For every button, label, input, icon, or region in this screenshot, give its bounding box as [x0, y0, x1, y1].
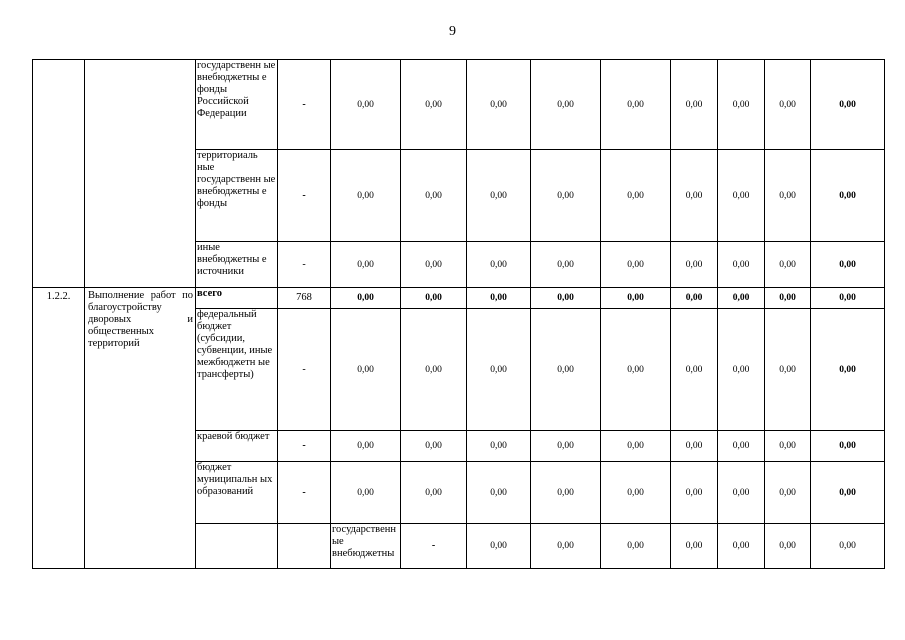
- value-cell: 0,00: [467, 288, 531, 309]
- volume-cell: -: [278, 462, 331, 524]
- value-cell: 0,00: [718, 462, 765, 524]
- value-cell: 0,00: [467, 60, 531, 150]
- value-cell: 0,00: [531, 288, 601, 309]
- value-cell: 0,00: [601, 60, 671, 150]
- value-cell: 0,00: [401, 60, 467, 150]
- value-cell: 0,00: [718, 150, 765, 242]
- name-cell: [85, 60, 196, 288]
- value-cell: 0,00: [718, 60, 765, 150]
- value-cell: 0,00: [718, 288, 765, 309]
- value-cell: 0,00: [811, 150, 885, 242]
- value-cell: 0,00: [811, 288, 885, 309]
- source-cell: всего: [196, 288, 278, 309]
- value-cell: 0,00: [401, 288, 467, 309]
- value-cell: 0,00: [811, 431, 885, 462]
- value-cell: 0,00: [331, 60, 401, 150]
- value-cell: 0,00: [811, 242, 885, 288]
- value-cell: 0,00: [401, 431, 467, 462]
- value-cell: 0,00: [811, 524, 885, 569]
- value-cell: 0,00: [671, 242, 718, 288]
- source-cell: государственн ые внебюджетны: [331, 524, 401, 569]
- volume-cell: -: [278, 242, 331, 288]
- value-cell: 0,00: [671, 524, 718, 569]
- value-cell: 0,00: [601, 462, 671, 524]
- value-cell: 0,00: [531, 242, 601, 288]
- value-cell: 0,00: [401, 150, 467, 242]
- value-cell: 0,00: [331, 288, 401, 309]
- volume-cell: -: [278, 309, 331, 431]
- value-cell: 0,00: [671, 150, 718, 242]
- volume-cell: -: [278, 60, 331, 150]
- value-cell: 0,00: [467, 431, 531, 462]
- value-cell: 0,00: [601, 242, 671, 288]
- value-cell: 0,00: [765, 309, 811, 431]
- value-cell: 0,00: [765, 242, 811, 288]
- value-cell: 0,00: [467, 524, 531, 569]
- code-cell: [33, 60, 85, 288]
- value-cell: 0,00: [601, 150, 671, 242]
- value-cell: 0,00: [671, 462, 718, 524]
- value-cell: 0,00: [531, 524, 601, 569]
- value-cell: 0,00: [811, 309, 885, 431]
- table-row: [33, 288, 885, 309]
- code-cell: 1.2.2.: [33, 288, 85, 569]
- value-cell: 0,00: [331, 309, 401, 431]
- value-cell: 0,00: [671, 309, 718, 431]
- value-cell: 0,00: [718, 524, 765, 569]
- value-cell: 0,00: [401, 309, 467, 431]
- value-cell: 0,00: [671, 60, 718, 150]
- value-cell: 0,00: [811, 462, 885, 524]
- value-cell: 0,00: [531, 462, 601, 524]
- volume-cell: -: [401, 524, 467, 569]
- value-cell: 0,00: [531, 60, 601, 150]
- value-cell: 0,00: [531, 309, 601, 431]
- value-cell: 0,00: [811, 60, 885, 150]
- volume-cell: -: [278, 150, 331, 242]
- value-cell: 0,00: [401, 242, 467, 288]
- value-cell: 0,00: [467, 242, 531, 288]
- value-cell: 0,00: [331, 242, 401, 288]
- code-cell: [196, 524, 278, 569]
- volume-cell: -: [278, 431, 331, 462]
- value-cell: 0,00: [601, 288, 671, 309]
- value-cell: 0,00: [718, 309, 765, 431]
- value-cell: 0,00: [331, 431, 401, 462]
- source-cell: иные внебюджетны е источники: [196, 242, 278, 288]
- page-number: 9: [449, 24, 456, 39]
- value-cell: 0,00: [601, 524, 671, 569]
- value-cell: 0,00: [601, 309, 671, 431]
- value-cell: 0,00: [467, 309, 531, 431]
- source-cell: территориаль ные государственн ые внебюджетны е фонды: [196, 150, 278, 242]
- value-cell: 0,00: [765, 462, 811, 524]
- value-cell: 0,00: [331, 462, 401, 524]
- value-cell: 0,00: [765, 288, 811, 309]
- value-cell: 0,00: [765, 524, 811, 569]
- value-cell: 0,00: [671, 288, 718, 309]
- source-cell: федеральный бюджет (субсидии, субвенции, иные межбюджетн ые трансферты): [196, 309, 278, 431]
- source-cell: краевой бюджет: [196, 431, 278, 462]
- value-cell: 0,00: [765, 150, 811, 242]
- value-cell: 0,00: [401, 462, 467, 524]
- value-cell: 0,00: [331, 150, 401, 242]
- value-cell: 0,00: [671, 431, 718, 462]
- value-cell: 0,00: [531, 431, 601, 462]
- value-cell: 0,00: [467, 150, 531, 242]
- name-cell: [278, 524, 331, 569]
- value-cell: 0,00: [718, 431, 765, 462]
- value-cell: 0,00: [531, 150, 601, 242]
- value-cell: 0,00: [601, 431, 671, 462]
- value-cell: 0,00: [765, 431, 811, 462]
- budget-table: [32, 59, 885, 569]
- value-cell: 0,00: [765, 60, 811, 150]
- value-cell: 0,00: [718, 242, 765, 288]
- source-cell: государственн ые внебюджетны е фонды Российской Федерации: [196, 60, 278, 150]
- volume-cell: 768: [278, 288, 331, 309]
- value-cell: 0,00: [467, 462, 531, 524]
- table-row: [33, 60, 885, 150]
- name-cell: Выполнение работ по благоустройству дворовых и общественных территорий: [85, 288, 196, 569]
- source-cell: бюджет муниципальн ых образований: [196, 462, 278, 524]
